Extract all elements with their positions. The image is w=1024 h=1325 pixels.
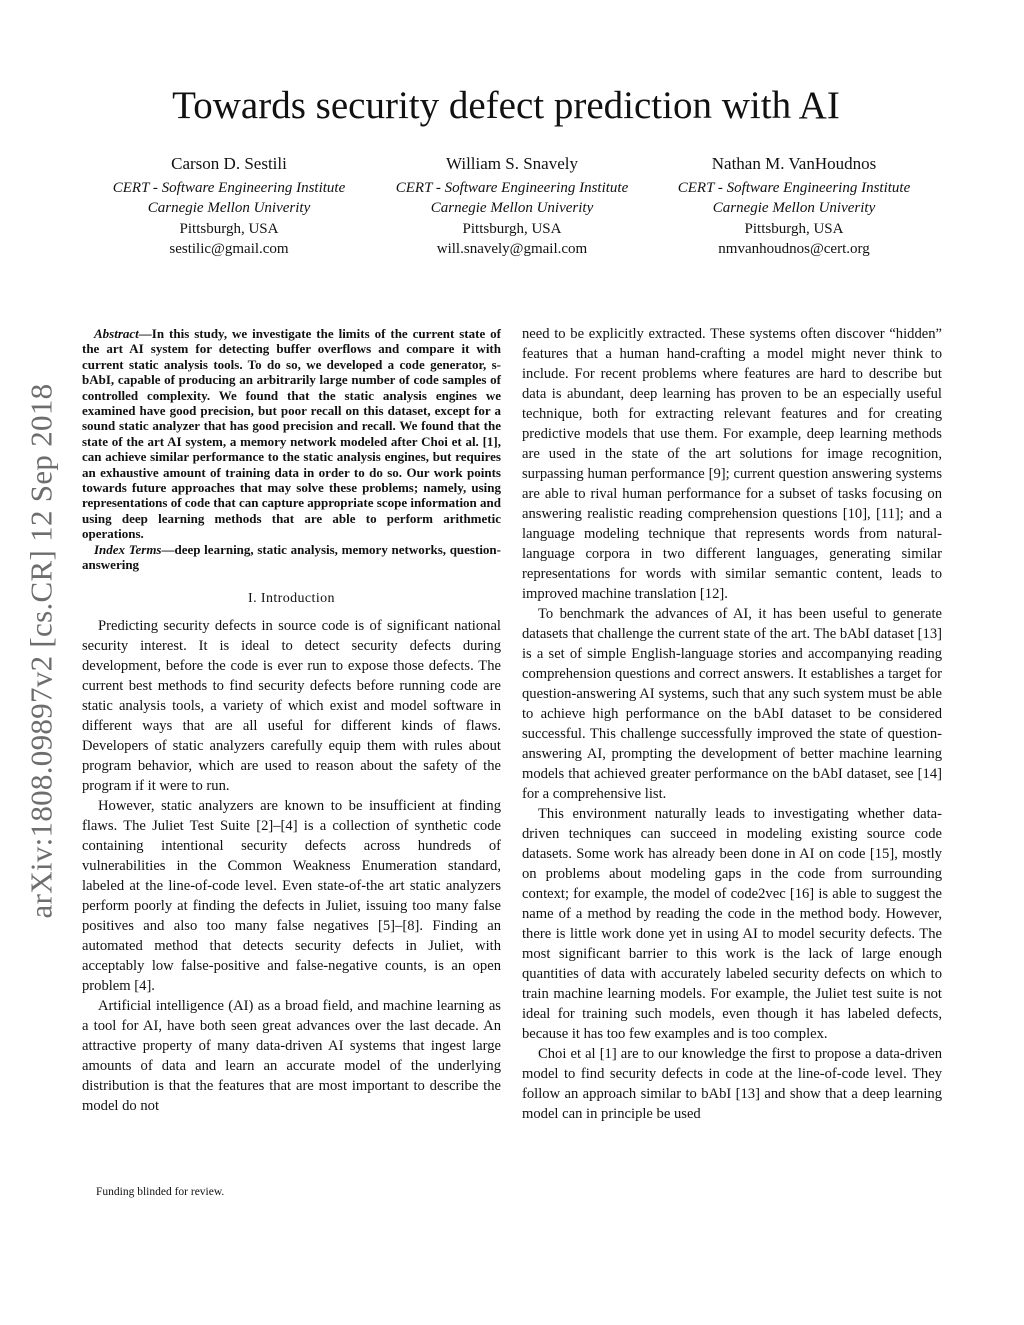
author-location: Pittsburgh, USA <box>179 220 279 237</box>
intro-paragraph-3: Artificial intelligence (AI) as a broad field, and machine learning as a tool for AI, have both seen great advances over the last decade. An attractive property of many data-driven AI systems that ingest large amounts of data and learn an accurate model of the underlying distribution is that the features that are most important to describe the model do not <box>82 997 501 1114</box>
author-3 <box>656 154 932 260</box>
right-column <box>522 324 942 1124</box>
intro-paragraph-4: need to be explicitly extracted. These systems often discover “hidden” features that a human hand-crafting a model might never think to include. For recent problems where features are hard to describe but data is abundant, deep learning has proven to be an especially useful technique, both for extracting relevant features and for creating predictive models that use them. For example, deep learning methods are used in the state of the art solutions for image recognition, surpassing human performance [9]; current question answering systems are able to rival human performance for a subset of tasks focusing on answering realistic reading comprehension questions [10], [11]; and a language modeling technique that represents words from natural-language corpora in two different languages, generating similar representations for words with similar semantic content, leads to improved machine translation [12]. <box>522 326 942 602</box>
section-number: I. <box>248 590 258 606</box>
author-affiliation: CERT - Software Engineering Institute <box>677 179 911 196</box>
author-university: Carnegie Mellon Univerity <box>430 200 594 216</box>
author-1 <box>95 154 363 260</box>
author-affiliation: CERT - Software Engineering Institute <box>395 179 629 196</box>
footnote: Funding blinded for review. <box>96 1186 225 1198</box>
abstract-text: —In this study, we investigate the limits of the current state of the art AI system for detecting buffer overflows and compare it with current static analysis tools. To do so, we developed a code generator, s-bAbI, capable of producing an arbitrarily large number of code samples of controlled complexity. We found that the static analysis engines we examined have good precision, but poor recall on this dataset, except for a sound static analyzer that has good precision and recall. We found that the state of the art AI system, a memory network modeled after Choi et al. [1], can achieve similar performance to the static analysis engines, but requires an exhaustive amount of training data in order to do so. Our work points towards future approaches that may solve these problems; namely, using representations of code that can capture appropriate scope information and using deep learning methods that are able to perform arithmetic operations. <box>82 326 501 542</box>
section-heading <box>82 589 501 609</box>
author-university: Carnegie Mellon Univerity <box>712 200 876 216</box>
section-title: Introduction <box>260 590 335 606</box>
index-terms-text: —deep learning, static analysis, memory networks, question-answering <box>82 541 501 573</box>
author-email[interactable]: sestilic@gmail.com <box>169 241 289 257</box>
author-name: Carson D. Sestili <box>171 154 287 173</box>
author-email[interactable]: nmvanhoudnos@cert.org <box>718 241 870 257</box>
intro-paragraph-6: This environment naturally leads to investigating whether data-driven techniques can succeed in modeling existing source code datasets. Some work has already been done in AI on code [15], mostly on problems about modeling gaps in the code from surrounding context; for example, the model of code2vec [16] is able to suggest the name of a method by reading the code in the method body. However, there is little work done yet in using AI to model security defects. The most significant barrier to this work is the lack of large enough quantities of data with accurately labeled security defects on which to train machine learning models. For example, the Juliet test suite is not ideal for training such models, even though it has labeled defects, because it has too few examples and is too complex. <box>522 806 942 1042</box>
intro-paragraph-2: However, static analyzers are known to be insufficient at finding flaws. The Juliet Test Suite [2]–[4] is a collection of synthetic code containing intentional security defects across hundreds of vulnerabilities in the Common Weakness Enumeration standard, labeled at the line-of-code level. Even state-of-the art static analyzers perform poorly at finding the defects in Juliet, issuing too many false positives and also too many false negatives [5]–[8]. Finding an automated method that detects security defects in Juliet, with acceptably low false-positive and false-negative counts, is an open problem [4]. <box>82 797 501 994</box>
abstract <box>82 326 501 573</box>
intro-paragraph-5: To benchmark the advances of AI, it has been useful to generate datasets that challenge the current state of the art. The bAbI dataset [13] is a set of simple English-language stories and accompanying reading comprehension questions and correct answers. It establishes a target for question-answering AI systems, such that any such system must be able to achieve high performance on the bAbI dataset to be considered successful. This challenge successfully improved the state of question-answering AI, prompting the development of better machine learning models that achieved greater performance on the bAbI dataset, see [14] for a comprehensive list. <box>522 606 942 802</box>
arxiv-identifier-text: arXiv:1808.09897v2 [cs.CR] 12 Sep 2018 <box>23 383 59 919</box>
intro-paragraph-1: Predicting security defects in source code is of significant national security interest. It is ideal to detect security defects during development, before the code is ever run to expose those defects. The current best methods to find security defects before running code are static analysis tools, a variety of which exist and model software in different ways that are all useful for different kinds of flaws. Developers of static analyzers carefully equip them with rules about program behavior, which are used to reason about the safety of the program if it were to run. <box>82 617 501 794</box>
index-terms-label: Index Terms <box>94 541 162 557</box>
author-name: William S. Snavely <box>446 154 578 173</box>
author-2 <box>374 154 650 260</box>
author-name: Nathan M. VanHoudnos <box>711 154 877 173</box>
author-affiliation: CERT - Software Engineering Institute <box>112 179 346 196</box>
left-column <box>82 326 501 1116</box>
arxiv-identifier-stamp <box>4 356 78 946</box>
abstract-label: Abstract <box>94 326 139 341</box>
paper-title: Towards security defect prediction with AI <box>172 84 840 127</box>
author-location: Pittsburgh, USA <box>462 220 562 237</box>
intro-paragraph-7: Choi et al [1] are to our knowledge the first to propose a data-driven model to find security defects in code at the line-of-code level. They follow an approach similar to bAbI [13] and show that a deep learning model can in principle be used <box>522 1046 942 1122</box>
author-email[interactable]: will.snavely@gmail.com <box>436 241 588 257</box>
author-university: Carnegie Mellon Univerity <box>147 200 311 216</box>
author-location: Pittsburgh, USA <box>744 220 844 237</box>
